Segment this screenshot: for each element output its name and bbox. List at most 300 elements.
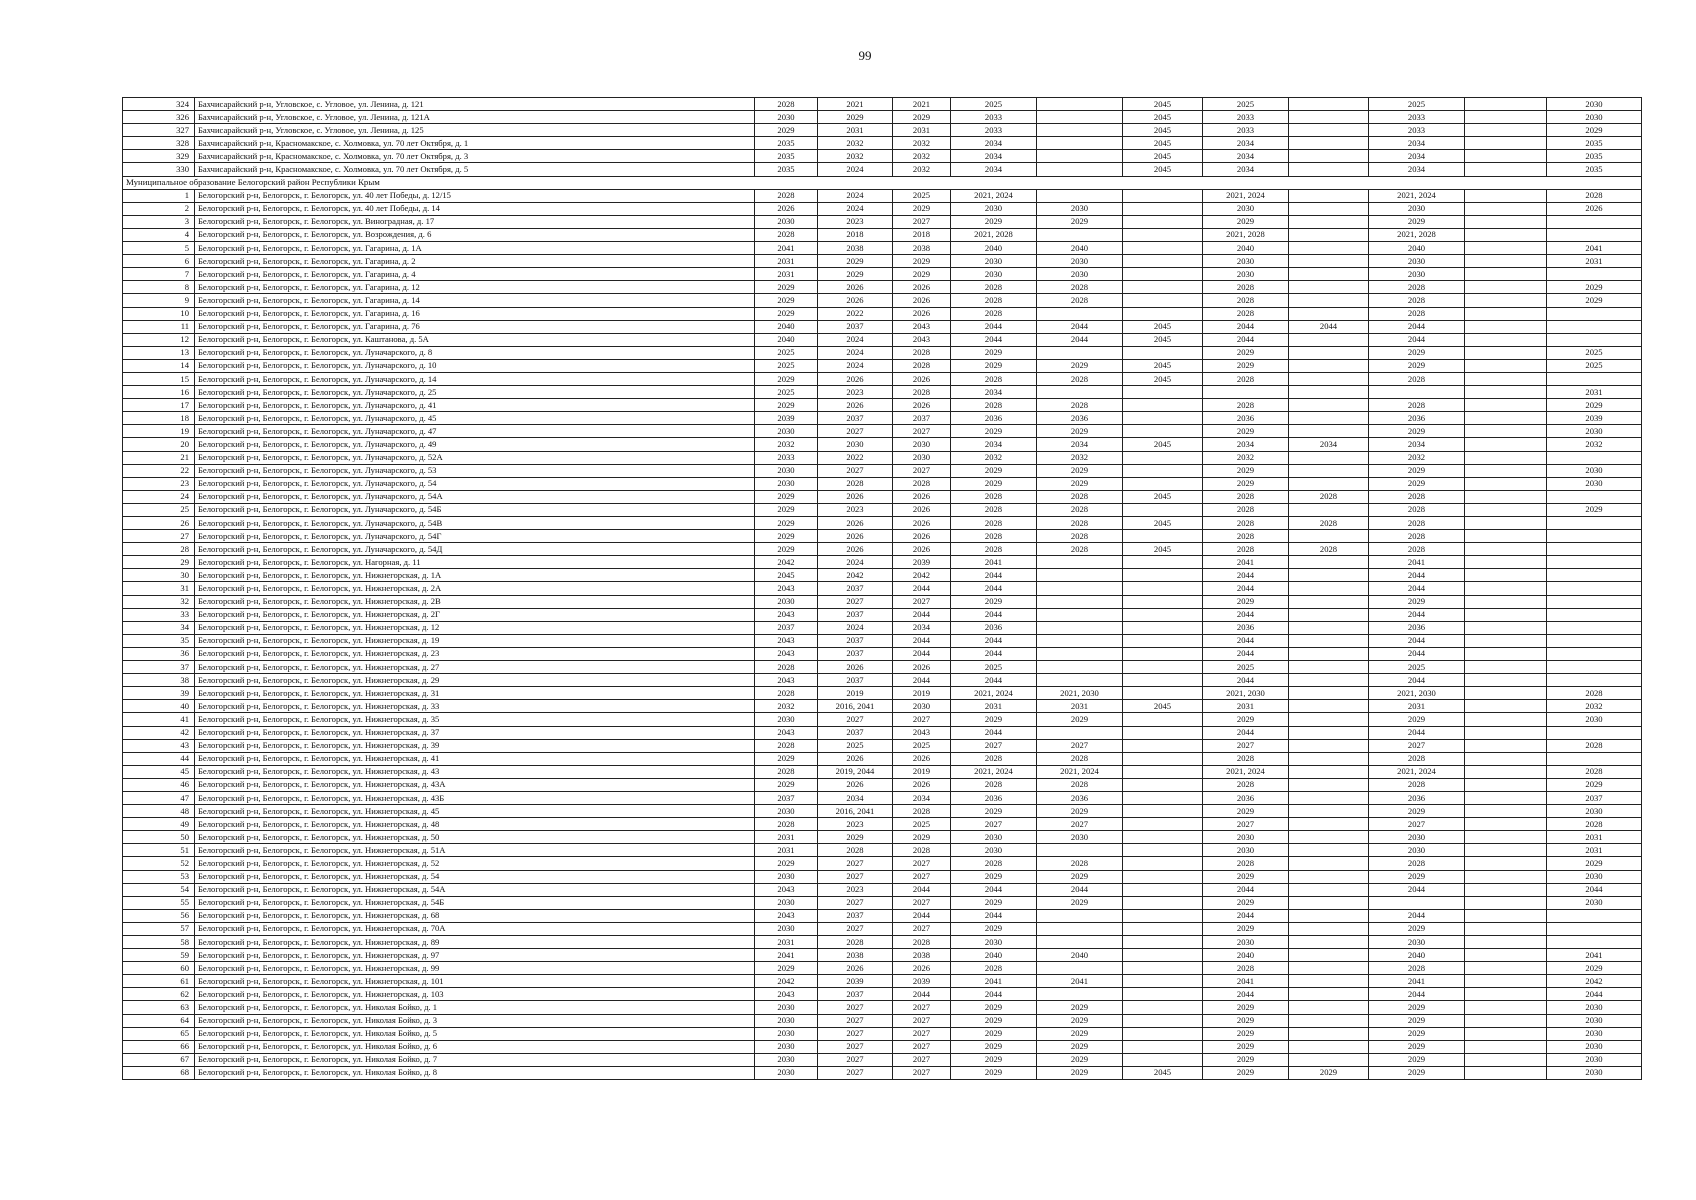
cell-col-5: 2029 — [893, 202, 951, 215]
cell-col-11: 2025 — [1369, 661, 1465, 674]
cell-col-8 — [1123, 189, 1203, 202]
cell-col-7: 2029 — [1037, 1066, 1123, 1079]
cell-col-8 — [1123, 661, 1203, 674]
cell-col-4: 2038 — [818, 949, 893, 962]
cell-col-13 — [1547, 621, 1642, 634]
cell-col-11: 2030 — [1369, 268, 1465, 281]
cell-col-13 — [1547, 634, 1642, 647]
cell-col-5: 2027 — [893, 464, 951, 477]
cell-col-3: 2029 — [755, 399, 818, 412]
cell-col-8 — [1123, 805, 1203, 818]
cell-col-5: 2044 — [893, 634, 951, 647]
cell-col-12 — [1465, 569, 1547, 582]
cell-col-10 — [1289, 477, 1369, 490]
cell-col-11: 2044 — [1369, 582, 1465, 595]
cell-col-11: 2029 — [1369, 425, 1465, 438]
cell-col-12 — [1465, 831, 1547, 844]
cell-col-5: 2027 — [893, 1001, 951, 1014]
cell-col-3: 2033 — [755, 451, 818, 464]
cell-col-4: 2024 — [818, 556, 893, 569]
cell-col-10 — [1289, 700, 1369, 713]
cell-col-12 — [1465, 844, 1547, 857]
cell-col-5: 2044 — [893, 674, 951, 687]
cell-row-number: 42 — [123, 726, 195, 739]
cell-col-8 — [1123, 556, 1203, 569]
cell-col-8 — [1123, 778, 1203, 791]
cell-row-number: 19 — [123, 425, 195, 438]
cell-col-11: 2029 — [1369, 1066, 1465, 1079]
cell-col-13: 2030 — [1547, 1027, 1642, 1040]
cell-col-10 — [1289, 399, 1369, 412]
cell-col-3: 2037 — [755, 791, 818, 804]
cell-address: Белогорский р-н, Белогорск, г. Белогорск, ул. Гагарина, д. 12 — [195, 281, 755, 294]
cell-col-3: 2037 — [755, 621, 818, 634]
cell-col-7: 2021, 2024 — [1037, 765, 1123, 778]
cell-col-6: 2041 — [951, 556, 1037, 569]
cell-col-3: 2029 — [755, 543, 818, 556]
cell-col-7: 2028 — [1037, 503, 1123, 516]
cell-col-7 — [1037, 556, 1123, 569]
table-row — [123, 700, 1642, 713]
cell-col-12 — [1465, 791, 1547, 804]
table-row — [123, 595, 1642, 608]
cell-col-4: 2022 — [818, 451, 893, 464]
cell-col-6: 2030 — [951, 936, 1037, 949]
cell-address: Белогорский р-н, Белогорск, г. Белогорск, ул. Луначарского, д. 54Д — [195, 543, 755, 556]
cell-col-9: 2044 — [1203, 726, 1289, 739]
cell-col-11: 2028 — [1369, 530, 1465, 543]
cell-row-number: 9 — [123, 294, 195, 307]
cell-col-10 — [1289, 805, 1369, 818]
cell-col-13: 2030 — [1547, 713, 1642, 726]
cell-col-10 — [1289, 595, 1369, 608]
cell-col-3: 2031 — [755, 268, 818, 281]
cell-col-13: 2031 — [1547, 844, 1642, 857]
cell-row-number: 55 — [123, 896, 195, 909]
cell-col-8 — [1123, 399, 1203, 412]
cell-col-12 — [1465, 215, 1547, 228]
cell-col-3: 2025 — [755, 346, 818, 359]
cell-col-3: 2028 — [755, 189, 818, 202]
cell-col-11: 2044 — [1369, 647, 1465, 660]
cell-col-8: 2045 — [1123, 700, 1203, 713]
cell-col-9: 2028 — [1203, 962, 1289, 975]
cell-col-6: 2029 — [951, 425, 1037, 438]
cell-address: Белогорский р-н, Белогорск, г. Белогорск, ул. Гагарина, д. 76 — [195, 320, 755, 333]
cell-address: Белогорский р-н, Белогорск, г. Белогорск, ул. Гагарина, д. 14 — [195, 294, 755, 307]
cell-col-8 — [1123, 647, 1203, 660]
cell-col-6: 2028 — [951, 962, 1037, 975]
cell-col-13: 2032 — [1547, 438, 1642, 451]
cell-col-9: 2034 — [1203, 163, 1289, 176]
cell-col-11 — [1369, 896, 1465, 909]
cell-address: Белогорский р-н, Белогорск, г. Белогорск, ул. Николая Бойко, д. 5 — [195, 1027, 755, 1040]
cell-col-7: 2036 — [1037, 791, 1123, 804]
cell-col-4: 2038 — [818, 242, 893, 255]
cell-col-6: 2044 — [951, 909, 1037, 922]
cell-col-12 — [1465, 936, 1547, 949]
cell-col-12 — [1465, 372, 1547, 385]
cell-address: Бахчисарайский р-н, Угловское, с. Угловое, ул. Ленина, д. 121А — [195, 111, 755, 124]
table-row — [123, 778, 1642, 791]
table-row — [123, 752, 1642, 765]
cell-col-7 — [1037, 608, 1123, 621]
cell-col-12 — [1465, 386, 1547, 399]
cell-row-number: 25 — [123, 503, 195, 516]
cell-col-5: 2026 — [893, 752, 951, 765]
cell-col-3: 2025 — [755, 359, 818, 372]
cell-col-8 — [1123, 281, 1203, 294]
cell-address: Белогорский р-н, Белогорск, г. Белогорск, ул. Николая Бойко, д. 3 — [195, 1014, 755, 1027]
cell-col-6: 2044 — [951, 333, 1037, 346]
cell-col-13: 2030 — [1547, 477, 1642, 490]
cell-col-11: 2034 — [1369, 137, 1465, 150]
cell-col-4: 2037 — [818, 726, 893, 739]
cell-col-5: 2030 — [893, 700, 951, 713]
cell-col-9: 2030 — [1203, 936, 1289, 949]
cell-col-4: 2026 — [818, 962, 893, 975]
cell-col-9: 2044 — [1203, 569, 1289, 582]
cell-col-8 — [1123, 215, 1203, 228]
cell-address: Белогорский р-н, Белогорск, г. Белогорск, ул. Нижнегорская, д. 97 — [195, 949, 755, 962]
cell-row-number: 36 — [123, 647, 195, 660]
cell-col-8: 2045 — [1123, 1066, 1203, 1079]
cell-col-13: 2037 — [1547, 791, 1642, 804]
cell-col-7 — [1037, 346, 1123, 359]
cell-col-4: 2032 — [818, 137, 893, 150]
cell-address: Белогорский р-н, Белогорск, г. Белогорск, ул. Нижнегорская, д. 12 — [195, 621, 755, 634]
cell-col-7 — [1037, 674, 1123, 687]
cell-col-7: 2031 — [1037, 700, 1123, 713]
cell-col-11: 2029 — [1369, 359, 1465, 372]
cell-col-9: 2033 — [1203, 111, 1289, 124]
cell-col-3: 2035 — [755, 150, 818, 163]
cell-col-13: 2025 — [1547, 346, 1642, 359]
cell-col-11: 2027 — [1369, 739, 1465, 752]
cell-col-12 — [1465, 765, 1547, 778]
cell-col-10 — [1289, 1001, 1369, 1014]
cell-col-9: 2029 — [1203, 1066, 1289, 1079]
cell-row-number: 327 — [123, 124, 195, 137]
cell-row-number: 49 — [123, 818, 195, 831]
cell-col-5: 2029 — [893, 111, 951, 124]
cell-row-number: 32 — [123, 595, 195, 608]
cell-col-6: 2034 — [951, 137, 1037, 150]
cell-col-6: 2028 — [951, 543, 1037, 556]
cell-col-7 — [1037, 909, 1123, 922]
cell-row-number: 51 — [123, 844, 195, 857]
cell-col-13: 2030 — [1547, 464, 1642, 477]
cell-col-4: 2023 — [818, 503, 893, 516]
cell-col-5: 2026 — [893, 372, 951, 385]
cell-col-9: 2021, 2024 — [1203, 189, 1289, 202]
cell-col-11: 2030 — [1369, 202, 1465, 215]
cell-col-5: 2026 — [893, 530, 951, 543]
cell-col-3: 2028 — [755, 739, 818, 752]
cell-col-13 — [1547, 726, 1642, 739]
cell-col-9: 2028 — [1203, 752, 1289, 765]
cell-col-7 — [1037, 569, 1123, 582]
cell-col-10 — [1289, 883, 1369, 896]
cell-col-5: 2032 — [893, 163, 951, 176]
table-row — [123, 228, 1642, 241]
table-row — [123, 765, 1642, 778]
cell-col-8 — [1123, 425, 1203, 438]
cell-col-10 — [1289, 949, 1369, 962]
cell-col-3: 2032 — [755, 700, 818, 713]
cell-col-9: 2036 — [1203, 412, 1289, 425]
cell-col-5: 2025 — [893, 189, 951, 202]
cell-col-4: 2024 — [818, 202, 893, 215]
cell-col-7 — [1037, 386, 1123, 399]
cell-col-8 — [1123, 949, 1203, 962]
cell-row-number: 44 — [123, 752, 195, 765]
cell-row-number: 41 — [123, 713, 195, 726]
cell-col-11 — [1369, 386, 1465, 399]
cell-col-7 — [1037, 647, 1123, 660]
cell-col-13: 2042 — [1547, 975, 1642, 988]
cell-col-10 — [1289, 988, 1369, 1001]
cell-col-6: 2025 — [951, 661, 1037, 674]
cell-col-11: 2028 — [1369, 490, 1465, 503]
cell-col-10 — [1289, 255, 1369, 268]
cell-col-3: 2030 — [755, 1001, 818, 1014]
cell-col-10 — [1289, 268, 1369, 281]
cell-col-12 — [1465, 202, 1547, 215]
cell-col-8 — [1123, 726, 1203, 739]
cell-col-3: 2043 — [755, 674, 818, 687]
cell-col-11: 2028 — [1369, 517, 1465, 530]
cell-col-10 — [1289, 752, 1369, 765]
cell-col-4: 2016, 2041 — [818, 700, 893, 713]
cell-col-4: 2027 — [818, 922, 893, 935]
cell-col-5: 2044 — [893, 883, 951, 896]
cell-col-10 — [1289, 1014, 1369, 1027]
cell-col-9: 2029 — [1203, 477, 1289, 490]
cell-col-9: 2031 — [1203, 700, 1289, 713]
table-row — [123, 870, 1642, 883]
cell-col-6: 2021, 2024 — [951, 189, 1037, 202]
cell-address: Белогорский р-н, Белогорск, г. Белогорск, ул. Луначарского, д. 8 — [195, 346, 755, 359]
cell-col-7 — [1037, 661, 1123, 674]
cell-address: Белогорский р-н, Белогорск, г. Белогорск, ул. Нижнегорская, д. 99 — [195, 962, 755, 975]
cell-col-7: 2036 — [1037, 412, 1123, 425]
cell-row-number: 13 — [123, 346, 195, 359]
cell-col-8 — [1123, 1014, 1203, 1027]
cell-col-7: 2029 — [1037, 359, 1123, 372]
cell-col-6: 2032 — [951, 451, 1037, 464]
cell-address: Белогорский р-н, Белогорск, г. Белогорск, ул. Нижнегорская, д. 35 — [195, 713, 755, 726]
table-row — [123, 294, 1642, 307]
cell-col-4: 2027 — [818, 857, 893, 870]
cell-col-12 — [1465, 661, 1547, 674]
cell-col-10 — [1289, 765, 1369, 778]
cell-col-10 — [1289, 674, 1369, 687]
cell-col-7: 2029 — [1037, 215, 1123, 228]
cell-col-7: 2030 — [1037, 831, 1123, 844]
cell-col-5: 2026 — [893, 490, 951, 503]
cell-col-3: 2029 — [755, 778, 818, 791]
cell-col-9: 2029 — [1203, 713, 1289, 726]
cell-address: Белогорский р-н, Белогорск, г. Белогорск, ул. Нижнегорская, д. 45 — [195, 805, 755, 818]
cell-col-7 — [1037, 962, 1123, 975]
cell-col-9: 2032 — [1203, 451, 1289, 464]
cell-col-4: 2039 — [818, 975, 893, 988]
cell-row-number: 31 — [123, 582, 195, 595]
cell-col-12 — [1465, 909, 1547, 922]
cell-col-3: 2030 — [755, 713, 818, 726]
cell-col-8 — [1123, 451, 1203, 464]
cell-address: Белогорский р-н, Белогорск, г. Белогорск, ул. Нижнегорская, д. 52 — [195, 857, 755, 870]
cell-col-8 — [1123, 857, 1203, 870]
cell-col-6: 2040 — [951, 949, 1037, 962]
cell-col-10 — [1289, 98, 1369, 111]
cell-col-13: 2028 — [1547, 189, 1642, 202]
table-row — [123, 726, 1642, 739]
cell-row-number: 2 — [123, 202, 195, 215]
cell-col-10 — [1289, 359, 1369, 372]
cell-col-7: 2030 — [1037, 202, 1123, 215]
cell-col-9: 2036 — [1203, 621, 1289, 634]
cell-col-10 — [1289, 647, 1369, 660]
cell-col-12 — [1465, 150, 1547, 163]
cell-row-number: 3 — [123, 215, 195, 228]
cell-address: Белогорский р-н, Белогорск, г. Белогорск, ул. Луначарского, д. 54Г — [195, 530, 755, 543]
cell-col-6: 2044 — [951, 320, 1037, 333]
cell-col-7 — [1037, 582, 1123, 595]
cell-col-7 — [1037, 922, 1123, 935]
cell-col-6: 2030 — [951, 844, 1037, 857]
cell-col-8: 2045 — [1123, 359, 1203, 372]
cell-col-9: 2041 — [1203, 556, 1289, 569]
cell-col-11: 2028 — [1369, 752, 1465, 765]
cell-col-10 — [1289, 608, 1369, 621]
cell-col-7 — [1037, 307, 1123, 320]
cell-row-number: 5 — [123, 242, 195, 255]
cell-col-11: 2021, 2028 — [1369, 228, 1465, 241]
cell-col-7 — [1037, 189, 1123, 202]
cell-col-6: 2028 — [951, 778, 1037, 791]
cell-address: Белогорский р-н, Белогорск, г. Белогорск, ул. Нижнегорская, д. 54 — [195, 870, 755, 883]
cell-row-number: 17 — [123, 399, 195, 412]
cell-col-6: 2044 — [951, 726, 1037, 739]
cell-col-8: 2045 — [1123, 163, 1203, 176]
cell-col-10 — [1289, 582, 1369, 595]
cell-address: Белогорский р-н, Белогорск, г. Белогорск, ул. Нижнегорская, д. 50 — [195, 831, 755, 844]
cell-col-12 — [1465, 255, 1547, 268]
table-row — [123, 883, 1642, 896]
cell-col-8 — [1123, 896, 1203, 909]
cell-col-3: 2029 — [755, 530, 818, 543]
cell-col-8 — [1123, 975, 1203, 988]
cell-col-8 — [1123, 608, 1203, 621]
cell-col-11: 2028 — [1369, 503, 1465, 516]
cell-col-7: 2029 — [1037, 425, 1123, 438]
cell-col-3: 2029 — [755, 307, 818, 320]
cell-col-8 — [1123, 634, 1203, 647]
cell-col-3: 2045 — [755, 569, 818, 582]
cell-col-4: 2026 — [818, 543, 893, 556]
cell-address: Белогорский р-н, Белогорск, г. Белогорск, ул. Луначарского, д. 41 — [195, 399, 755, 412]
cell-col-13 — [1547, 451, 1642, 464]
cell-col-12 — [1465, 870, 1547, 883]
cell-col-10 — [1289, 307, 1369, 320]
cell-col-6: 2028 — [951, 281, 1037, 294]
cell-col-9: 2030 — [1203, 202, 1289, 215]
cell-col-6: 2021, 2024 — [951, 687, 1037, 700]
cell-col-10 — [1289, 818, 1369, 831]
cell-col-11: 2028 — [1369, 281, 1465, 294]
cell-row-number: 66 — [123, 1040, 195, 1053]
cell-col-12 — [1465, 949, 1547, 962]
cell-row-number: 326 — [123, 111, 195, 124]
cell-row-number: 65 — [123, 1027, 195, 1040]
cell-col-3: 2030 — [755, 1014, 818, 1027]
cell-col-13 — [1547, 517, 1642, 530]
cell-row-number: 57 — [123, 922, 195, 935]
cell-col-11: 2029 — [1369, 1053, 1465, 1066]
cell-row-number: 330 — [123, 163, 195, 176]
cell-col-11: 2044 — [1369, 988, 1465, 1001]
cell-col-10 — [1289, 530, 1369, 543]
cell-col-8 — [1123, 228, 1203, 241]
cell-address: Белогорский р-н, Белогорск, г. Белогорск, ул. Луначарского, д. 10 — [195, 359, 755, 372]
cell-col-7: 2028 — [1037, 752, 1123, 765]
cell-col-6: 2036 — [951, 621, 1037, 634]
cell-row-number: 63 — [123, 1001, 195, 1014]
cell-col-9: 2021, 2030 — [1203, 687, 1289, 700]
cell-col-13: 2035 — [1547, 163, 1642, 176]
cell-col-4: 2027 — [818, 870, 893, 883]
cell-col-4: 2026 — [818, 281, 893, 294]
cell-col-3: 2029 — [755, 294, 818, 307]
cell-col-3: 2040 — [755, 333, 818, 346]
cell-row-number: 324 — [123, 98, 195, 111]
cell-col-4: 2037 — [818, 582, 893, 595]
cell-col-6: 2029 — [951, 1014, 1037, 1027]
cell-col-11: 2034 — [1369, 438, 1465, 451]
cell-address: Белогорский р-н, Белогорск, г. Белогорск, ул. Луначарского, д. 25 — [195, 386, 755, 399]
cell-col-7: 2029 — [1037, 1001, 1123, 1014]
table-row — [123, 202, 1642, 215]
cell-col-13: 2030 — [1547, 870, 1642, 883]
cell-col-8 — [1123, 242, 1203, 255]
cell-col-9: 2030 — [1203, 844, 1289, 857]
cell-col-13: 2026 — [1547, 202, 1642, 215]
cell-col-8: 2045 — [1123, 438, 1203, 451]
cell-col-10 — [1289, 621, 1369, 634]
cell-col-3: 2040 — [755, 320, 818, 333]
cell-col-7: 2029 — [1037, 1027, 1123, 1040]
cell-col-7 — [1037, 228, 1123, 241]
cell-col-10: 2028 — [1289, 490, 1369, 503]
cell-col-13: 2029 — [1547, 857, 1642, 870]
cell-col-13: 2029 — [1547, 778, 1642, 791]
cell-col-8 — [1123, 346, 1203, 359]
cell-col-4: 2026 — [818, 661, 893, 674]
cell-col-13 — [1547, 333, 1642, 346]
cell-row-number: 68 — [123, 1066, 195, 1079]
cell-col-6: 2030 — [951, 202, 1037, 215]
cell-col-13: 2029 — [1547, 962, 1642, 975]
cell-col-7 — [1037, 137, 1123, 150]
cell-col-5: 2027 — [893, 1014, 951, 1027]
cell-col-11: 2028 — [1369, 307, 1465, 320]
cell-col-3: 2029 — [755, 281, 818, 294]
cell-col-13: 2030 — [1547, 805, 1642, 818]
table-row — [123, 386, 1642, 399]
cell-col-5: 2026 — [893, 517, 951, 530]
